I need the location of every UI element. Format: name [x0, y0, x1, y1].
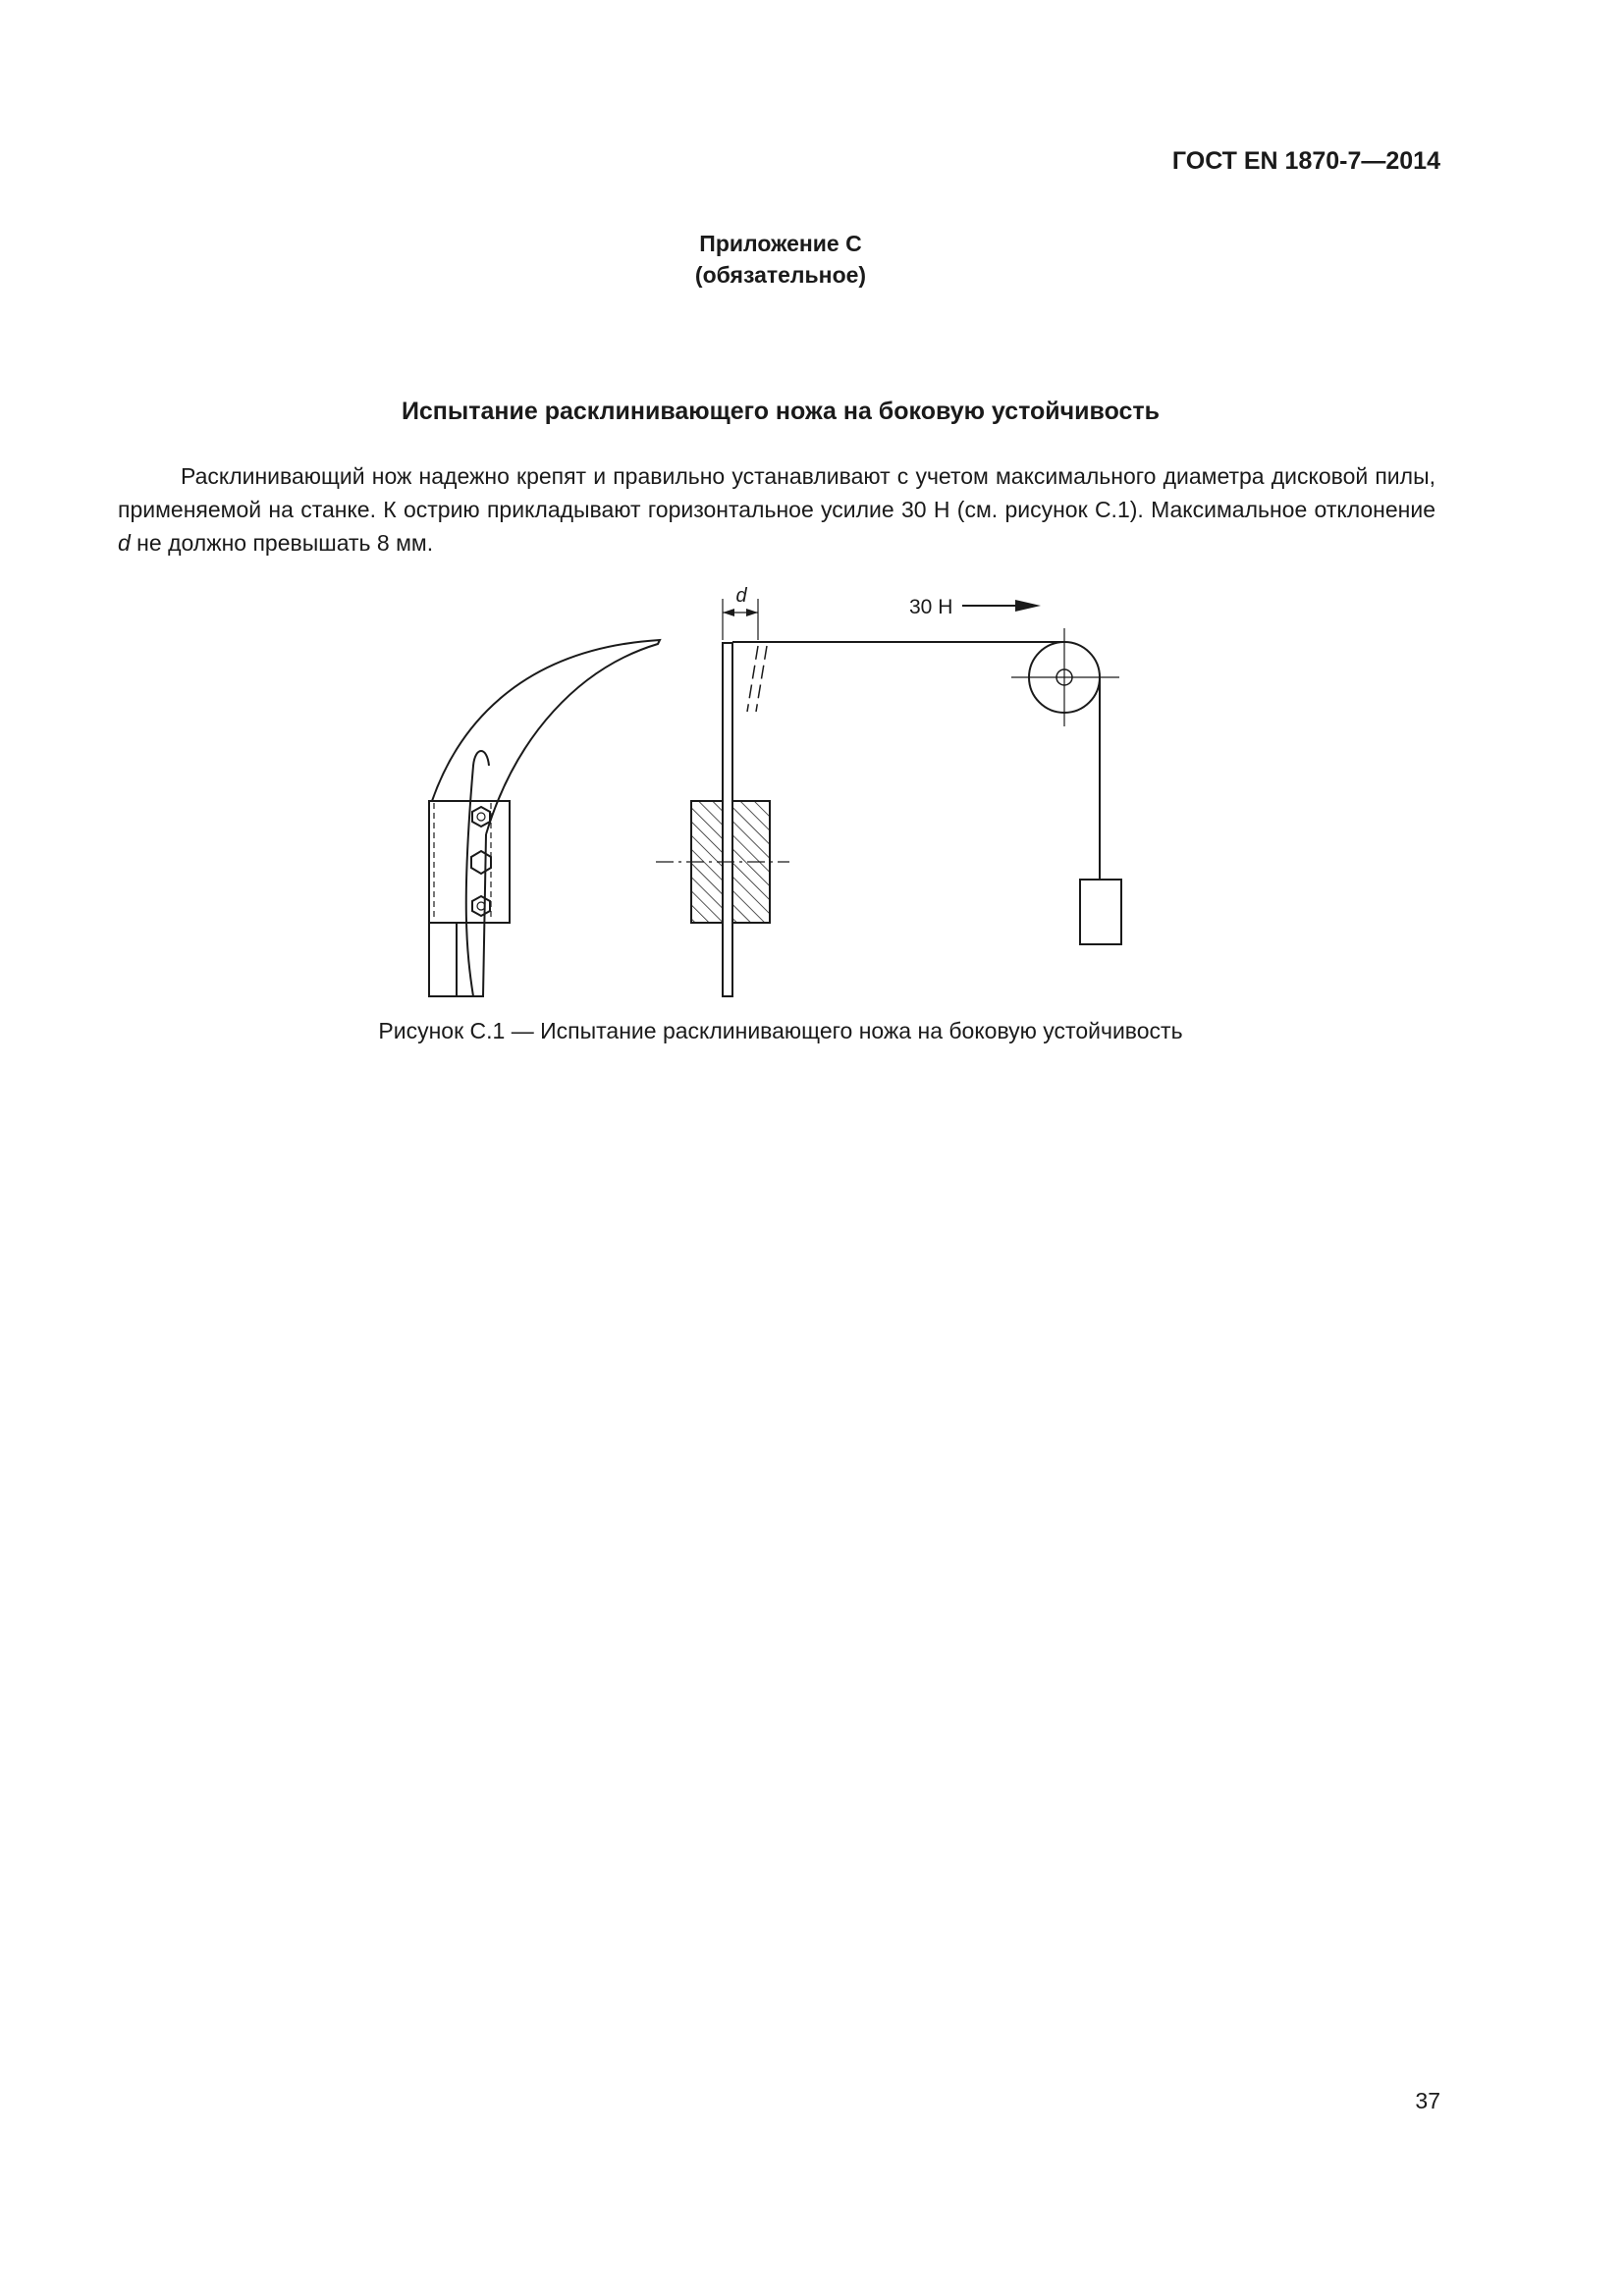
knife-front-view: [656, 585, 789, 996]
force-arrow-head: [1015, 600, 1041, 612]
page-number: 37: [1415, 2088, 1440, 2113]
label-d: d: [735, 585, 747, 607]
knife-outer-curve: [432, 640, 660, 834]
annex-title: Приложение С: [699, 231, 862, 256]
paragraph-text-b: не должно превышать 8 мм.: [130, 530, 434, 556]
bolt-top: [472, 807, 490, 827]
body-paragraph: [118, 459, 1435, 560]
deflected-knife-line-1: [747, 646, 758, 712]
knife-blade-front: [723, 643, 732, 996]
document-code: ГОСТ EN 1870-7—2014: [1171, 147, 1440, 175]
figure-caption: Рисунок С.1 — Испытание расклинивающего ножа на боковую устойчивость: [378, 1018, 1183, 1043]
load-system: [732, 596, 1121, 944]
knife-inner-edge: [466, 751, 489, 996]
variable-d: d: [118, 530, 131, 556]
riving-knife-test-figure: [393, 579, 1159, 1001]
riving-knife-side-view: [429, 640, 660, 996]
dimension-arrow-right: [746, 609, 758, 616]
annex-status: (обязательное): [694, 262, 867, 288]
section-title: Испытание расклинивающего ножа на боковую устойчивость: [401, 398, 1161, 425]
annex-heading: [0, 228, 1561, 291]
bolt-bottom: [472, 896, 490, 916]
paragraph-text-a: Расклинивающий нож надежно крепят и правильно устанавливают с учетом максимального диаметра дисковой пилы, применяемой на станке. К острию прикладывают горизонтальное усилие 30 Н (см. рисунок С.1). Максимальное отклонение: [118, 463, 1435, 522]
dimension-arrow-left: [723, 609, 734, 616]
deflected-knife-line-2: [756, 646, 767, 712]
knife-shank: [429, 923, 457, 996]
weight: [1080, 880, 1121, 944]
bolt-middle: [471, 851, 491, 874]
force-label: 30 Н: [909, 596, 953, 618]
